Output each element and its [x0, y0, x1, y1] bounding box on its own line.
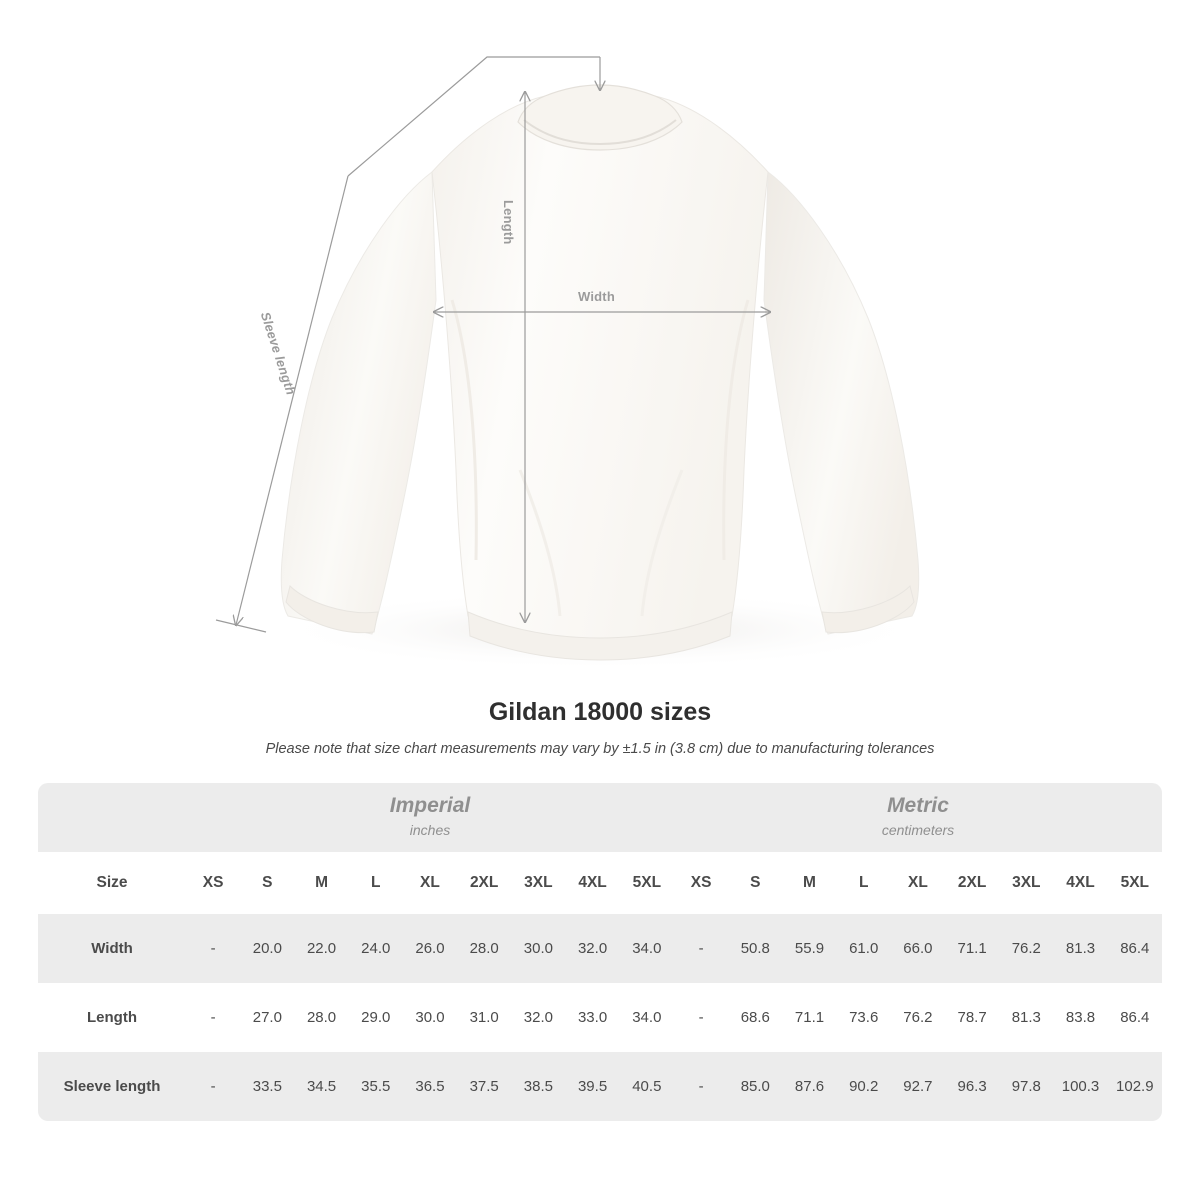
unit-name-imperial: Imperial [389, 794, 471, 818]
tolerance-note: Please note that size chart measurements may vary by ±1.5 in (3.8 cm) due to manufacturing tolerances [265, 741, 935, 757]
cell: 22.0 [294, 914, 348, 983]
table-row [38, 914, 1162, 983]
size-header-cell: M [294, 852, 348, 914]
cell: 71.1 [782, 983, 836, 1052]
cell: 24.0 [349, 914, 403, 983]
cell: 34.5 [294, 1052, 348, 1121]
cell: 31.0 [457, 983, 511, 1052]
size-header-cell: 5XL [1108, 852, 1162, 914]
sleeve-length-dimension-label: Sleeve length [257, 310, 299, 397]
size-header-cell: 3XL [511, 852, 565, 914]
cell: 76.2 [999, 914, 1053, 983]
cell: - [674, 914, 728, 983]
cell: 85.0 [728, 1052, 782, 1121]
cell: 100.3 [1053, 1052, 1107, 1121]
cell: 36.5 [403, 1052, 457, 1121]
size-header-corner: Size [38, 852, 186, 914]
cell: 87.6 [782, 1052, 836, 1121]
size-header-cell: 3XL [999, 852, 1053, 914]
size-header-cell: 2XL [457, 852, 511, 914]
table-row [38, 983, 1162, 1052]
cell: 90.2 [837, 1052, 891, 1121]
cell: 86.4 [1108, 914, 1162, 983]
unit-header-metric [674, 783, 1162, 852]
cell: 32.0 [511, 983, 565, 1052]
cell: 28.0 [457, 914, 511, 983]
cell: 86.4 [1108, 983, 1162, 1052]
cell: 50.8 [728, 914, 782, 983]
unit-sub-metric: centimeters [881, 822, 955, 839]
unit-sub-imperial: inches [409, 822, 451, 839]
cell: 76.2 [891, 983, 945, 1052]
cell: 32.0 [565, 914, 619, 983]
cell: - [186, 983, 240, 1052]
cell: 35.5 [349, 1052, 403, 1121]
cell: 83.8 [1053, 983, 1107, 1052]
size-table [38, 783, 1162, 1121]
table-row [38, 1052, 1162, 1121]
cell: 71.1 [945, 914, 999, 983]
cell: 96.3 [945, 1052, 999, 1121]
size-header-cell: M [782, 852, 836, 914]
cell: 28.0 [294, 983, 348, 1052]
cell: 78.7 [945, 983, 999, 1052]
size-header-cell: S [728, 852, 782, 914]
row-label-width: Width [38, 914, 186, 983]
cell: 30.0 [403, 983, 457, 1052]
cell: 33.0 [565, 983, 619, 1052]
cell: 34.0 [620, 914, 674, 983]
cell: 61.0 [837, 914, 891, 983]
size-header-cell: XL [891, 852, 945, 914]
size-header-row [38, 852, 1162, 914]
size-header-cell: XS [186, 852, 240, 914]
size-header-cell: XS [674, 852, 728, 914]
unit-header-imperial [186, 783, 674, 852]
cell: 81.3 [999, 983, 1053, 1052]
title-block [0, 698, 1200, 757]
size-header-cell: S [240, 852, 294, 914]
cell: - [186, 1052, 240, 1121]
cell: - [186, 914, 240, 983]
cell: 97.8 [999, 1052, 1053, 1121]
cell: 26.0 [403, 914, 457, 983]
page-title: Gildan 18000 sizes [488, 698, 712, 726]
size-header-cell: 5XL [620, 852, 674, 914]
cell: 27.0 [240, 983, 294, 1052]
size-header-cell: L [837, 852, 891, 914]
size-header-cell: 2XL [945, 852, 999, 914]
cell: 20.0 [240, 914, 294, 983]
cell: 68.6 [728, 983, 782, 1052]
row-label-sleeve-length: Sleeve length [38, 1052, 186, 1121]
cell: 81.3 [1053, 914, 1107, 983]
unit-header-spacer [38, 783, 186, 852]
cell: 37.5 [457, 1052, 511, 1121]
cell: 33.5 [240, 1052, 294, 1121]
cell: - [674, 983, 728, 1052]
size-header-cell: XL [403, 852, 457, 914]
cell: 73.6 [837, 983, 891, 1052]
row-label-length: Length [38, 983, 186, 1052]
cell: 66.0 [891, 914, 945, 983]
cell: 34.0 [620, 983, 674, 1052]
cell: 92.7 [891, 1052, 945, 1121]
size-header-cell: 4XL [1053, 852, 1107, 914]
unit-name-metric: Metric [887, 794, 949, 818]
length-dimension-label: Length [501, 200, 516, 245]
cell: 55.9 [782, 914, 836, 983]
cell: 29.0 [349, 983, 403, 1052]
size-header-cell: L [349, 852, 403, 914]
cell: 30.0 [511, 914, 565, 983]
unit-header-row [38, 783, 1162, 852]
size-header-cell: 4XL [565, 852, 619, 914]
cell: 39.5 [565, 1052, 619, 1121]
cell: 38.5 [511, 1052, 565, 1121]
size-table-container [38, 783, 1162, 1121]
cell: - [674, 1052, 728, 1121]
cell: 102.9 [1108, 1052, 1162, 1121]
width-dimension-label: Width [578, 289, 615, 304]
cell: 40.5 [620, 1052, 674, 1121]
